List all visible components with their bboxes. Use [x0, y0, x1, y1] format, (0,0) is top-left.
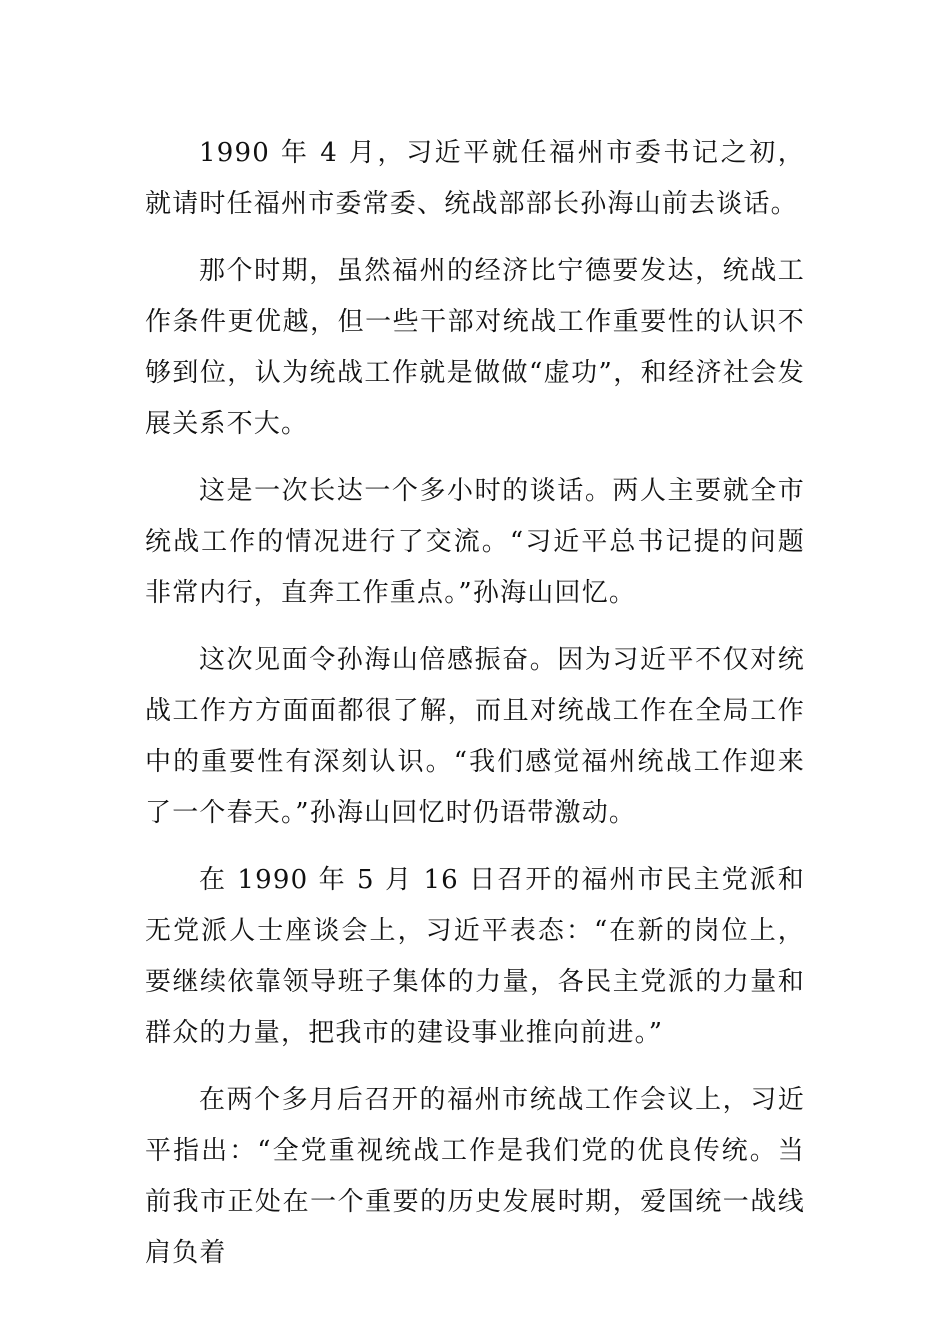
paragraph: 1990 年 4 月，习近平就任福州市委书记之初，就请时任福州市委常委、统战部部长孙海山前去谈话。 [145, 138, 805, 219]
document-body [145, 128, 805, 1279]
paragraph: 那个时期，虽然福州的经济比宁德要发达，统战工作条件更优越，但一些干部对统战工作重要性的认识不够到位，认为统战工作就是做做“虚功”，和经济社会发展关系不大。 [145, 256, 805, 439]
paragraph: 在两个多月后召开的福州市统战工作会议上，习近平指出：“全党重视统战工作是我们党的优良传统。当前我市正处在一个重要的历史发展时期，爱国统一战线肩负着 [145, 1085, 805, 1268]
paragraph: 这是一次长达一个多小时的谈话。两人主要就全市统战工作的情况进行了交流。“习近平总书记提的问题非常内行，直奔工作重点。”孙海山回忆。 [145, 476, 805, 608]
paragraph: 这次见面令孙海山倍感振奋。因为习近平不仅对统战工作方方面面都很了解，而且对统战工作在全局工作中的重要性有深刻认识。“我们感觉福州统战工作迎来了一个春天。”孙海山回忆时仍语带激动。 [145, 645, 805, 828]
paragraph: 在 1990 年 5 月 16 日召开的福州市民主党派和无党派人士座谈会上，习近平表态：“在新的岗位上，要继续依靠领导班子集体的力量，各民主党派的力量和群众的力量，把我市的建设事业推向前进。” [145, 865, 805, 1048]
